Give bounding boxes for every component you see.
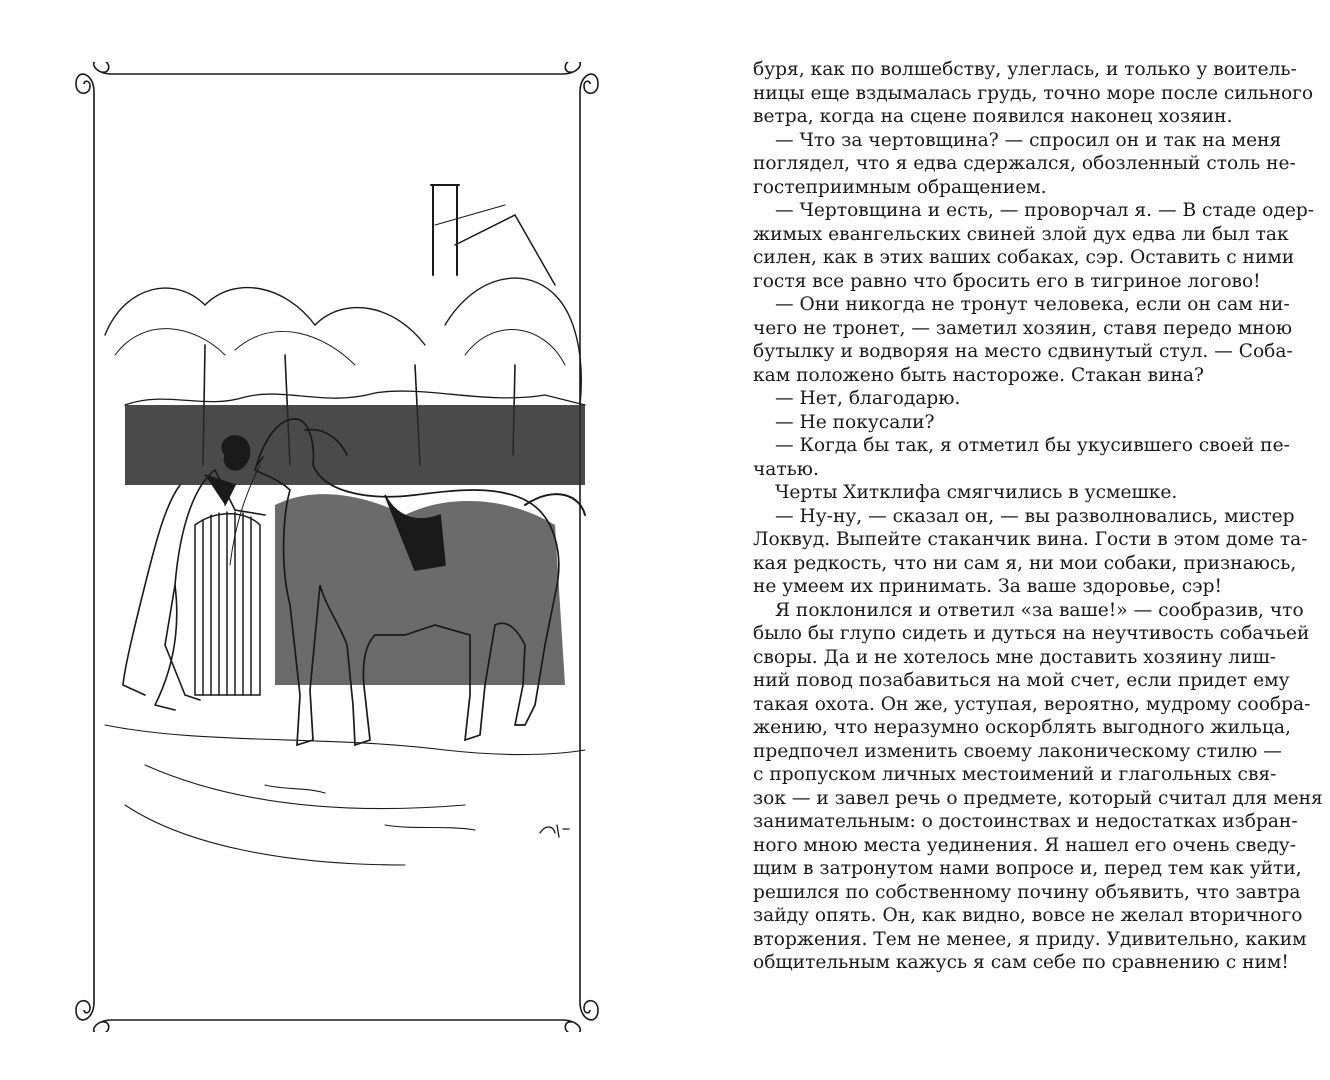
text-line: ний повод позабавиться на мой счет, если придет ему xyxy=(753,670,1290,691)
text-line: такая охота. Он же, уступая, вероятно, мудрому сообра- xyxy=(753,693,1311,715)
text-line: — Они никогда не тронут человека, если он сам ни- xyxy=(775,294,1290,315)
text-line: силен, как в этих ваших собаках, сэр. Оставить с ними xyxy=(753,247,1295,268)
text-line: было бы глупо сидеть и дуться на неучтивость собачьей xyxy=(753,623,1310,644)
text-line: гостеприимным обращением. xyxy=(753,176,1047,198)
text-line: Локвуд. Выпейте стаканчик вина. Гости в этом доме та- xyxy=(753,529,1308,550)
text-line: — Ну-ну, — сказал он, — вы разволновались, мистер xyxy=(775,505,1295,527)
text-line: зок — и завел речь о предмете, который считал для меня xyxy=(753,787,1323,809)
text-line: ницы еще вздымалась грудь, точно море после сильного xyxy=(753,82,1314,104)
text-line: — Когда бы так, я отметил бы укусившего своей пе- xyxy=(775,435,1290,456)
text-line: — Нет, благодарю. xyxy=(775,388,961,409)
text-line: чего не тронет, — заметил хозяин, ставя передо мною xyxy=(753,317,1293,339)
text-line: кам положено быть настороже. Стакан вина? xyxy=(753,364,1204,386)
text-line: жению, что неразумно оскорблять выгодного жильца, xyxy=(753,717,1291,738)
horse-engraving-illustration xyxy=(85,165,590,885)
text-line: гостя все равно что бросить его в тигриное логово! xyxy=(753,270,1261,292)
text-line: жимых евангельских свиней злой дух едва ли был так xyxy=(753,223,1289,245)
text-line: Я поклонился и ответил «за ваше!» — сообразив, что xyxy=(775,599,1304,621)
text-line: вторжения. Тем не менее, я приду. Удивительно, каким xyxy=(753,928,1307,950)
text-line: занимательным: о достоинствах и недостатках избран- xyxy=(753,811,1298,832)
right-page xyxy=(665,0,1330,1080)
text-line: чатью. xyxy=(753,458,819,480)
text-line: бутылку и водворяя на место сдвинутый стул. — Соба- xyxy=(753,341,1293,362)
text-line: буря, как по волшебству, улеглась, и только у воитель- xyxy=(753,59,1297,80)
page-text xyxy=(753,58,1323,975)
text-line: — Не покусали? xyxy=(775,411,935,433)
text-line: Черты Хитклифа смягчились в усмешке. xyxy=(775,482,1178,503)
text-line: кая редкость, что ни сам я, ни мои собаки, признаюсь, xyxy=(753,552,1297,574)
text-line: — Что за чертовщина? — спросил он и так на меня xyxy=(775,129,1282,151)
text-line: решился по собственному почину объявить, что завтра xyxy=(753,881,1301,903)
text-line: щим в затронутом нами вопросе и, перед тем как уйти, xyxy=(753,858,1302,879)
text-line: ного мною места уединения. Я нашел его очень сведу- xyxy=(753,834,1297,856)
text-line: предпочел изменить своему лаконическому стилю — xyxy=(753,740,1282,762)
text-line: ветра, когда на сцене появился наконец хозяин. xyxy=(753,106,1233,127)
text-line: поглядел, что я едва сдержался, обозленный столь не- xyxy=(753,153,1296,174)
text-line: с пропуском личных местоимений и глагольных свя- xyxy=(753,764,1277,785)
text-line: своры. Да и не хотелось мне доставить хозяину лиш- xyxy=(753,646,1277,668)
text-line: — Чертовщина и есть, — проворчал я. — В стаде одер- xyxy=(775,200,1315,221)
text-line: не умеем их принимать. За ваше здоровье, сэр! xyxy=(753,576,1222,597)
text-line: зайду опять. Он, как видно, вовсе не желал вторичного xyxy=(753,905,1303,926)
text-line: общительным кажусь я сам себе по сравнению с ним! xyxy=(753,952,1289,973)
